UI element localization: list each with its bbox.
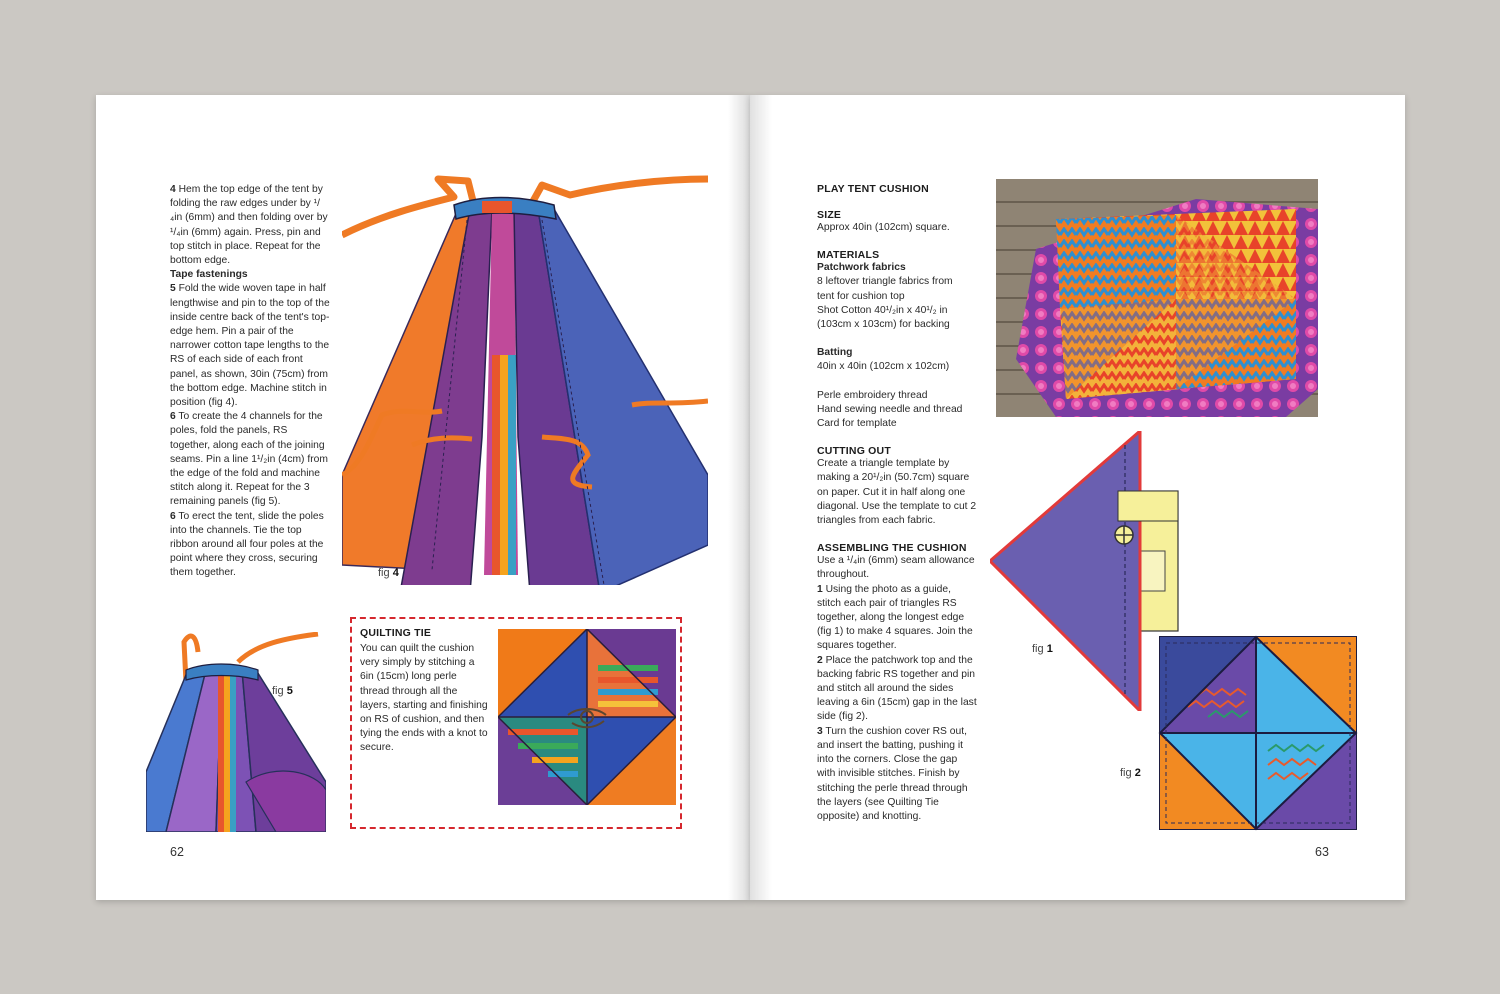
quilting-tie-illustration [498,629,676,805]
assembling-step-1: 1 Using the photo as a guide, stitch each pair of triangles RS together, along the longest edge (fig 1) to make 4 squares. Join the squares together. [817,583,973,652]
fig-5-label: fig 5 [272,685,293,697]
fig-5-tent-channels-illustration [146,632,326,832]
quilting-tie-text: You can quilt the cushion very simply by stitching a 6in (15cm) long perle thread through all the layers, starting and finishing on RS of cushion, and then tying the ends with a knot to secure. [360,643,488,754]
cushion-title: PLAY TENT CUSHION [817,183,929,195]
size-text: Approx 40in (102cm) square. [817,222,950,233]
material-line: Hand sewing needle and thread [817,403,963,415]
left-page [96,95,750,900]
cushion-photo [996,179,1318,417]
fig-2-cushion-stitching-illustration [1158,635,1358,831]
patchwork-line: Shot Cotton 40¹/₂in x 40¹/₂ in [817,304,948,316]
material-line: Card for template [817,418,897,430]
fig-4-tent-illustration [342,175,708,585]
fig-1-triangle-sewing-illustration [990,431,1180,711]
page-number-right: 63 [1315,845,1329,859]
patchwork-line: 8 leftover triangle fabrics from [817,276,953,288]
cutting-out-text: Create a triangle template by making a 20¹/₂in (50.7cm) square on paper. Cut it in half along one diagonal. Use the template to cut 2 triangles from each fabric. [817,458,977,527]
gutter-shadow [750,95,772,900]
assembling-step-3: 3 Turn the cushion cover RS out, and insert the batting, pushing it into the corners. Close the gap with invisible stitches. Finish by stitching the perle thread through the layers (see Quilting Tie opposite) and knotting. [817,725,968,822]
assembling-heading: ASSEMBLING THE CUSHION [817,542,967,555]
patchwork-fabrics-heading: Patchwork fabrics [817,262,906,274]
quilting-tie-title: QUILTING TIE [360,627,432,639]
assembling-intro: Use a ¹/₄in (6mm) seam allowance throughout. [817,555,975,581]
quilting-tie-box [350,617,682,829]
tent-instructions [170,183,330,581]
assembling-step-2: 2 Place the patchwork top and the backing fabric RS together and pin and stitch all around the sides leaving a 6in (15cm) gap in the last side (fig 2). [817,654,977,723]
fig-2-label: fig 2 [1120,767,1141,779]
batting-heading: Batting [817,347,853,359]
material-line: Perle embroidery thread [817,389,928,401]
tape-fastenings-heading: Tape fastenings [170,269,248,281]
fig-1-label: fig 1 [1032,643,1053,655]
cutting-out-heading: CUTTING OUT [817,445,891,458]
step-5: 5 Fold the wide woven tape in half lengthwise and pin to the top of the inside centre back of the tent's top-edge hem. Pin a pair of the narrower cotton tape lengths to the RS of each side of each front panel, as shown, 30in (75cm) from the bottom edge. Machine stitch in position (fig 4). [170,283,330,409]
patchwork-line: (103cm x 103cm) for backing [817,319,950,331]
patchwork-line: tent for cushion top [817,290,905,302]
fig-4-label: fig 4 [378,567,399,579]
materials-heading: MATERIALS [817,249,880,262]
step-4: 4 Hem the top edge of the tent by folding the raw edges under by ¹/₄in (6mm) and then folding over by ¹/₄in (6mm) again. Press, pin and top stitch in place. Repeat for the bottom edge. [170,184,328,267]
cushion-instructions [817,183,977,824]
step-6-channels: 6 To create the 4 channels for the poles, fold the panels, RS together, along each of the joining seams. Pin a line 1¹/₂in (4cm) from the edge of the fold and machine stitch along it. Repeat for the 3 remaining panels (fig 5). [170,411,328,508]
step-6-erect: 6 To erect the tent, slide the poles into the channels. Tie the top ribbon around all four poles at the point where they cross, securing them together. [170,510,324,579]
gutter-shadow [728,95,750,900]
page-number-left: 62 [170,845,184,859]
right-page [750,95,1405,900]
batting-text: 40in x 40in (102cm x 102cm) [817,361,950,373]
size-heading: SIZE [817,209,842,221]
